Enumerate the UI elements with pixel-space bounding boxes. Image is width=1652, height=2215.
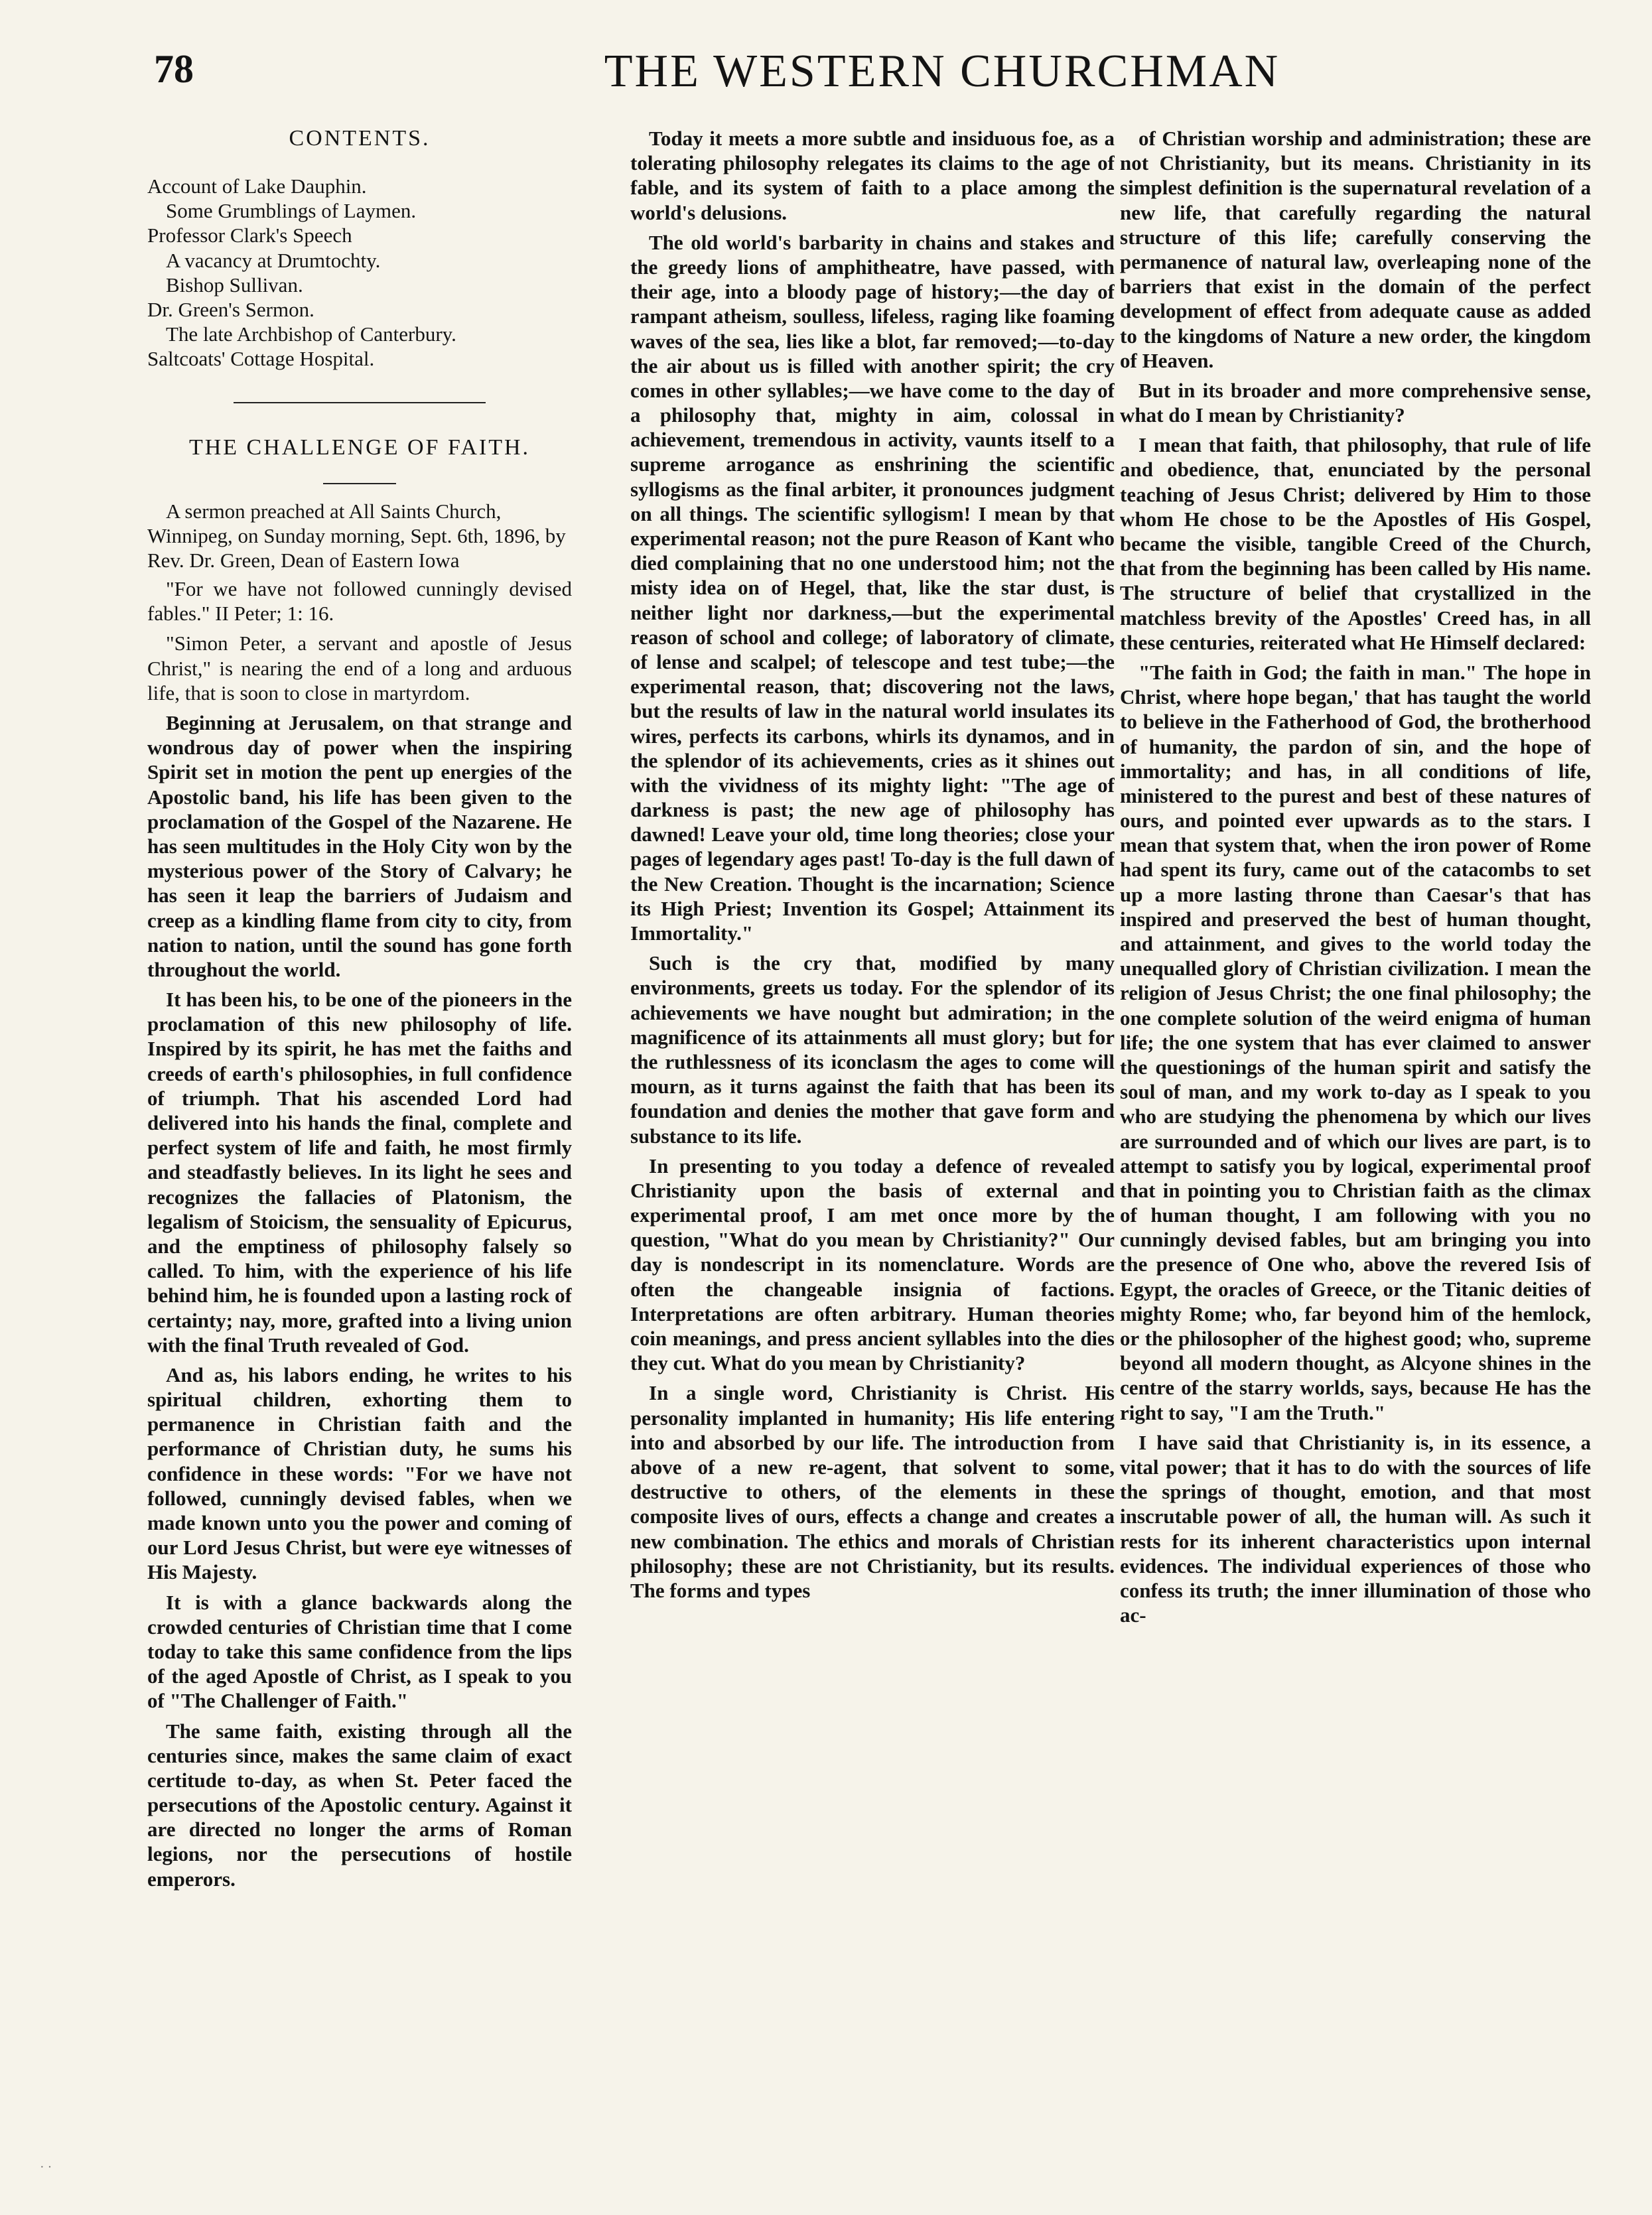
contents-item: The late Archbishop of Canterbury. [166, 322, 456, 346]
paragraph: "The faith in God; the faith in man." The hope in Christ, where hope began,' that has taught the world to believe in the Fatherhood of God, the brotherhood of humanity, the pardon of sin, and the hope of immortality; and has, in all conditions of life, ministered to the purest and best of these natures of ours, and pointed ever upwards as to the stars. I mean that system that, when the iron power of Rome had spent its fury, came out of the catacombs to set up a more lasting throne than Caesar's that has inspired and preserved the best of human thought, and attainment, and gives to the world today the unequalled glory of Christian civilization. I mean the religion of Jesus Christ; the one final philosophy; the one complete solution of the weird enigma of human life; the one system that has ever claimed to answer the questionings of the human spirit and satisfy the soul of man, and my work to-day as I speak to you who are studying the phenomena by which our lives are surrounded and of which our lives are part, is to attempt to satisfy you by logical, experimental proof that in pointing you to Christian faith as the climax of human thought, I am following with you no cunningly devised fables, but am bringing you into the presence of One who, above the revered Isis of Egypt, the oracles of Greece, or the Titanic deities of mighty Rome; who, far beyond him of the hemlock, or the philosopher of the highest good; who, supreme beyond all modern thought, as Alcyone shines in the centre of the starry worlds, says, because He has the right to say, "I am the Truth." [1120, 660, 1591, 1424]
paragraph: I mean that faith, that philosophy, that rule of life and obedience, that, enunciated by the personal teaching of Jesus Christ; delivered by Him to those whom He chose to be the Apostles of His Gospel, became the visible, tangible Creed of the Church, that from the beginning has been called by His name. The structure of belief that crystallized in the matchless brevity of the Apostles' Creed has, in all these centuries, reiterated what He Himself declared: [1120, 433, 1591, 654]
page-number: 78 [154, 47, 194, 91]
contents-item: Some Grumblings of Laymen. [166, 199, 417, 223]
paragraph: Beginning at Jerusalem, on that strange and wondrous day of power when the inspiring Spirit set in motion the pent up energies of the Apostolic band, his life has been given to the proclamation of the Gospel of the Nazarene. He has seen multitudes in the Holy City won by the mysterious power of the Story of Calvary; he has seen it leap the barriers of Judaism and creep as a kindling flame from city to city, from nation to nation, until the sound has gone forth throughout the world. [147, 711, 572, 981]
title-divider [323, 483, 396, 484]
masthead: THE WESTERN CHURCHMAN [604, 46, 1280, 97]
article-title: THE CHALLENGE OF FAITH. [188, 435, 531, 460]
column-1 [147, 126, 572, 2102]
paragraph: In a single word, Christianity is Christ. His personality implanted in humanity; His life entering into and absorbed by our life. The introduction from above of a new re-agent, that solvent to some, destructive to others, of the elements in these composite lives of ours, effects a change and creates a new combination. The ethics and morals of Christian philosophy; these are not Christianity, but its results. The forms and types [630, 1381, 1115, 1602]
contents-item: Dr. Green's Sermon. [147, 297, 314, 321]
contents-item: Bishop Sullivan. [166, 273, 303, 297]
column-2 [630, 126, 1115, 2102]
section-divider [234, 402, 486, 403]
paragraph: And as, his labors ending, he writes to his spiritual children, exhorting them to permanence in Christian faith and the performance of Christian duty, he sums his confidence in these words: "For we have not followed, cunningly devised fables, when we made known unto you the power and coming of our Lord Jesus Christ, but were eye witnesses of His Majesty. [147, 1363, 572, 1584]
contents-item: Account of Lake Dauphin. [147, 174, 367, 198]
article-attribution: A sermon preached at All Saints Church, Winnipeg, on Sunday morning, Sept. 6th, 1896, by Rev. Dr. Green, Dean of Eastern Iowa [147, 499, 566, 572]
contents-item: Saltcoats' Cottage Hospital. [147, 347, 375, 371]
paragraph: "Simon Peter, a servant and apostle of Jesus Christ," is nearing the end of a long and arduous life, that is soon to close in martyrdom. [147, 632, 572, 705]
paragraph: It is with a glance backwards along the crowded centuries of Christian time that I come today to take this same confidence from the lips of the aged Apostle of Christ, as I speak to you of "The Challenger of Faith." [147, 1590, 572, 1713]
paragraph: But in its broader and more comprehensive sense, what do I mean by Christianity? [1120, 378, 1591, 427]
paragraph: I have said that Christianity is, in its essence, a vital power; that it has to do with the sources of life the springs of thought, emotion, and that most inscrutable power of all, the human will. As such it rests for its inherent characteristics upon internal evidences. The individual experiences of those who confess its truth; the inner illumination of those who ac- [1120, 1430, 1591, 1627]
paragraph: The old world's barbarity in chains and stakes and the greedy lions of amphitheatre, have passed, with their age, into a bloody page of history;—the day of rampant atheism, soulless, lifeless, raging like foaming waves of the sea, lies like a blot, far removed;—to-day the air about us is filled with another spirit; the cry comes in other syllables;—we have come to the day of a philosophy that, mighty in aim, colossal in achievement, tremendous in activity, vaunts itself to a supreme arrogance as enshrining the scientific syllogisms as the final arbiter, it pronounces judgment on all things. The scientific syllogism! I mean by that experimental reason; not the pure Reason of Kant who died complaining that no one understood him; not the misty idea on of Hegel, that, like the star dust, is neither light nor darkness,—but the experimental reason of school and college; of laboratory of climate, of lense and scalpel; of telescope and test tube;—the experimental reason, that; discovering not the laws, but the results of law in the natural world insulates its wires, perfects its carbons, whirls its dynamos, and in the splendor of its achievements, cries as it shines out with the vividness of its mighty light: "The age of darkness is past; the new age of philosophy has dawned! Leave your old, time long theories; close your pages of legendary ages past! To-day is the full dawn of the New Creation. Thought is the incarnation; Science its High Priest; Invention its Gospel; Attainment its Immortality." [630, 230, 1115, 945]
paragraph: of Christian worship and administration; these are not Christianity, but its means. Christianity in its simplest definition is the supernatural revelation of a new life, that carefully regarding the natural structure of this life; carefully conserving the permanence of natural law, overleaping none of the barriers that exist in the domain of the perfect development of effect from adequate cause as added to the kingdoms of Nature a new order, the kingdom of Heaven. [1120, 127, 1591, 372]
paragraph: In presenting to you today a defence of revealed Christianity upon the basis of external and experimental proof, I am met once more by the question, "What do you mean by Christianity?" Our day is nondescript in its nomenclature. Words are often the changeable insignia of factions. Interpretations are often arbitrary. Human theories coin meanings, and press ancient syllables into the dies they cut. What do you mean by Christianity? [630, 1154, 1115, 1375]
contents-title: CONTENTS. [289, 126, 431, 151]
paragraph: The same faith, existing through all the centuries since, makes the same claim of exact certitude to-day, as when St. Peter faced the persecutions of the Apostolic century. Against it are directed no longer the arms of Roman legions, nor the persecutions of hostile emperors. [147, 1719, 572, 1891]
contents-item: A vacancy at Drumtochty. [166, 248, 381, 272]
paragraph: It has been his, to be one of the pioneers in the proclamation of this new philosophy of life. Inspired by its spirit, he has met the faiths and creeds of earth's philosophies, in full confidence of triumph. That his ascended Lord had delivered into his hands the final, complete and perfect system of life and faith, he most firmly and steadfastly believes. In its light he sees and recognizes the fallacies of Platonism, the legalism of Stoicism, the sensuality of Epicurus, and the emptiness of philosophy falsely so called. To him, with the experience of his life behind him, he is founded upon a lasting rock of certainty; nay, more, grafted into a living union with the final Truth revealed of God. [147, 988, 572, 1357]
print-speck: · · [40, 2160, 52, 2175]
contents-list [147, 174, 572, 371]
column-3 [1120, 126, 1591, 2102]
contents-item: Professor Clark's Speech [147, 224, 352, 247]
paragraph: Such is the cry that, modified by many environments, greets us today. For the splendor of its achievements we have nought but admiration; in the magnificence of its attainments all must glory; but for the ruthlessness of its iconclasm the ages to come will mourn, as it turns against the faith that has been its foundation and denies the mother that gave form and substance to its life. [630, 951, 1115, 1148]
paragraph: "For we have not followed cunningly devised fables." II Peter; 1: 16. [147, 577, 572, 626]
paragraph: Today it meets a more subtle and insiduous foe, as a tolerating philosophy relegates its claims to the age of fable, and its system of faith to a place among the world's delusions. [630, 127, 1115, 224]
